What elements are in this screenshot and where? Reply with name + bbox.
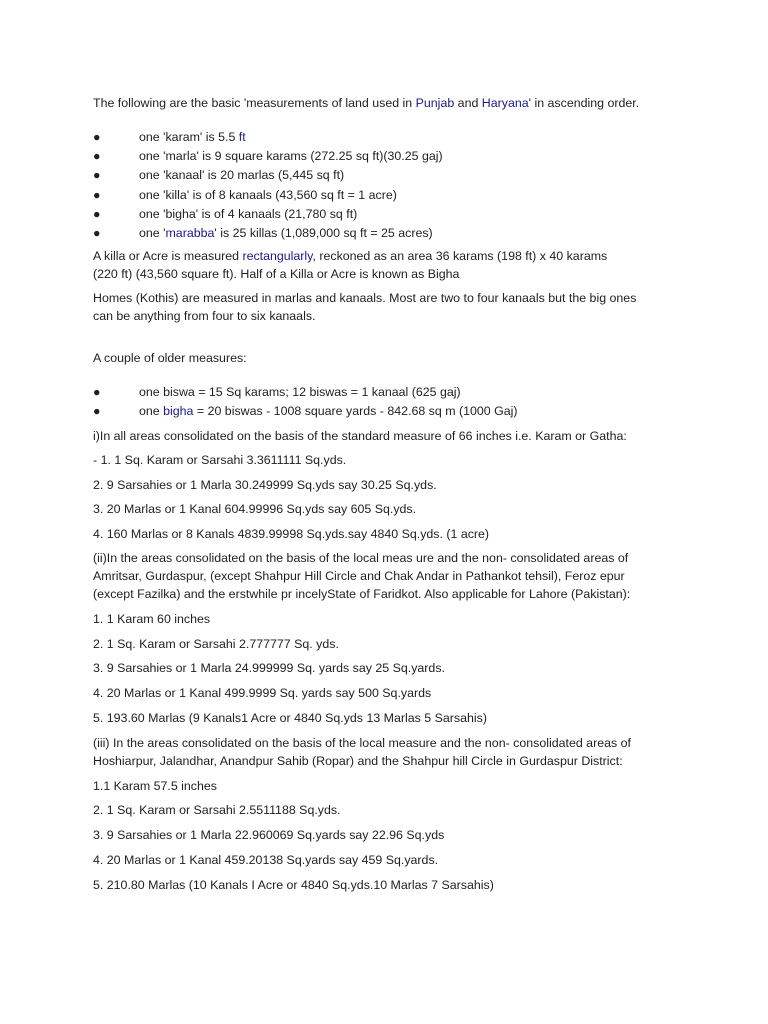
haryana-link[interactable]: Haryana <box>481 96 529 110</box>
bullet-icon: ● <box>93 404 101 418</box>
list-item-text: one 'marla' is 9 square karams (272.25 sq ft)(30.25 gaj) <box>139 149 443 163</box>
section3-item: 5. 210.80 Marlas (10 Kanals I Acre or 4840 Sq.yds.10 Marlas 7 Sarsahis) <box>93 878 494 892</box>
section2-heading-line1: (ii)In the areas consolidated on the basis of the local meas ure and the non- consolidated areas of <box>93 551 629 565</box>
section3-item: 4. 20 Marlas or 1 Kanal 459.20138 Sq.yards say 459 Sq.yards. <box>93 853 439 867</box>
punjab-link[interactable]: Punjab <box>415 96 455 110</box>
section2-item: 5. 193.60 Marlas (9 Kanals1 Acre or 4840 Sq.yds 13 Marlas 5 Sarsahis) <box>93 711 487 725</box>
section3-item: 2. 1 Sq. Karam or Sarsahi 2.5511188 Sq.yds. <box>93 803 341 817</box>
bullet-icon: ● <box>93 149 101 163</box>
list-item-text: ' is 25 killas (1,089,000 sq ft = 25 acres) <box>214 226 433 240</box>
bullet-icon: ● <box>93 188 101 202</box>
section1-item: 4. 160 Marlas or 8 Kanals 4839.99998 Sq.yds.say 4840 Sq.yds. (1 acre) <box>93 527 490 541</box>
section1-item: 3. 20 Marlas or 1 Kanal 604.99996 Sq.yds say 605 Sq.yds. <box>93 502 417 516</box>
list-item-text: one 'killa' is of 8 kanaals (43,560 sq ft = 1 acre) <box>139 188 397 202</box>
section2-heading-line3: (except Fazilka) and the erstwhile pr incelyState of Faridkot. Also applicable for Lahore (Pakistan): <box>93 587 631 601</box>
section2-item: 3. 9 Sarsahies or 1 Marla 24.999999 Sq. yards say 25 Sq.yards. <box>93 661 445 675</box>
list-item-text: one <box>139 404 164 418</box>
homes-paragraph-line2: can be anything from four to six kanaals. <box>93 309 316 323</box>
list-item-text: one ' <box>139 226 166 240</box>
section3-heading-line1: (iii) In the areas consolidated on the basis of the local measure and the non- consolidated areas of <box>93 736 631 750</box>
bullet-icon: ● <box>93 226 101 240</box>
section3-item: 1.1 Karam 57.5 inches <box>93 779 217 793</box>
bullet-icon: ● <box>93 130 101 144</box>
intro-text: The following are the basic 'measurements of land used in <box>93 96 416 110</box>
section1-item: - 1. 1 Sq. Karam or Sarsahi 3.3611111 Sq.yds. <box>93 453 347 467</box>
section3-item: 3. 9 Sarsahies or 1 Marla 22.960069 Sq.yards say 22.96 Sq.yds <box>93 828 445 842</box>
killa-paragraph-line2: (220 ft) (43,560 square ft). Half of a Killa or Acre is known as Bigha <box>93 267 460 281</box>
list-item-text: one biswa = 15 Sq karams; 12 biswas = 1 kanaal (625 gaj) <box>139 385 461 399</box>
older-measures-heading: A couple of older measures: <box>93 351 247 365</box>
bullet-icon: ● <box>93 385 101 399</box>
bullet-icon: ● <box>93 207 101 221</box>
section2-item: 4. 20 Marlas or 1 Kanal 499.9999 Sq. yards say 500 Sq.yards <box>93 686 432 700</box>
section1-item: 2. 9 Sarsahies or 1 Marla 30.249999 Sq.yds say 30.25 Sq.yds. <box>93 478 437 492</box>
killa-paragraph <box>93 248 607 264</box>
paragraph-text: , reckoned as an area 36 karams (198 ft) x 40 karams <box>312 249 608 263</box>
marabba-link[interactable]: marabba <box>165 226 215 240</box>
homes-paragraph-line1: Homes (Kothis) are measured in marlas and kanaals. Most are two to four kanaals but the big ones <box>93 291 637 305</box>
bigha-link[interactable]: bigha <box>163 404 194 418</box>
list-item-text: one 'karam' is 5.5 <box>139 130 239 144</box>
section2-item: 2. 1 Sq. Karam or Sarsahi 2.777777 Sq. yds. <box>93 637 339 651</box>
ft-link[interactable]: ft <box>238 130 246 144</box>
list-item-text: = 20 biswas - 1008 square yards - 842.68 sq m (1000 Gaj) <box>193 404 518 418</box>
section3-heading-line2: Hoshiarpur, Jalandhar, Anandpur Sahib (Ropar) and the Shahpur hill Circle in Gurdaspur District: <box>93 754 623 768</box>
intro-text: ' in ascending order. <box>528 96 640 110</box>
bullet-icon: ● <box>93 168 101 182</box>
paragraph-text: A killa or Acre is measured <box>93 249 243 263</box>
section2-item: 1. 1 Karam 60 inches <box>93 612 211 626</box>
list-item-text: one 'kanaal' is 20 marlas (5,445 sq ft) <box>139 168 345 182</box>
rectangularly-link[interactable]: rectangularly <box>242 249 313 263</box>
intro-paragraph <box>93 95 639 111</box>
list-item-text: one 'bigha' is of 4 kanaals (21,780 sq ft) <box>139 207 358 221</box>
section1-heading: i)In all areas consolidated on the basis of the standard measure of 66 inches i.e. Karam or Gatha: <box>93 429 627 443</box>
intro-text: and <box>454 96 482 110</box>
section2-heading-line2: Amritsar, Gurdaspur, (except Shahpur Hill Circle and Chak Andar in Pathankot tehsil), Feroz epur <box>93 569 625 583</box>
